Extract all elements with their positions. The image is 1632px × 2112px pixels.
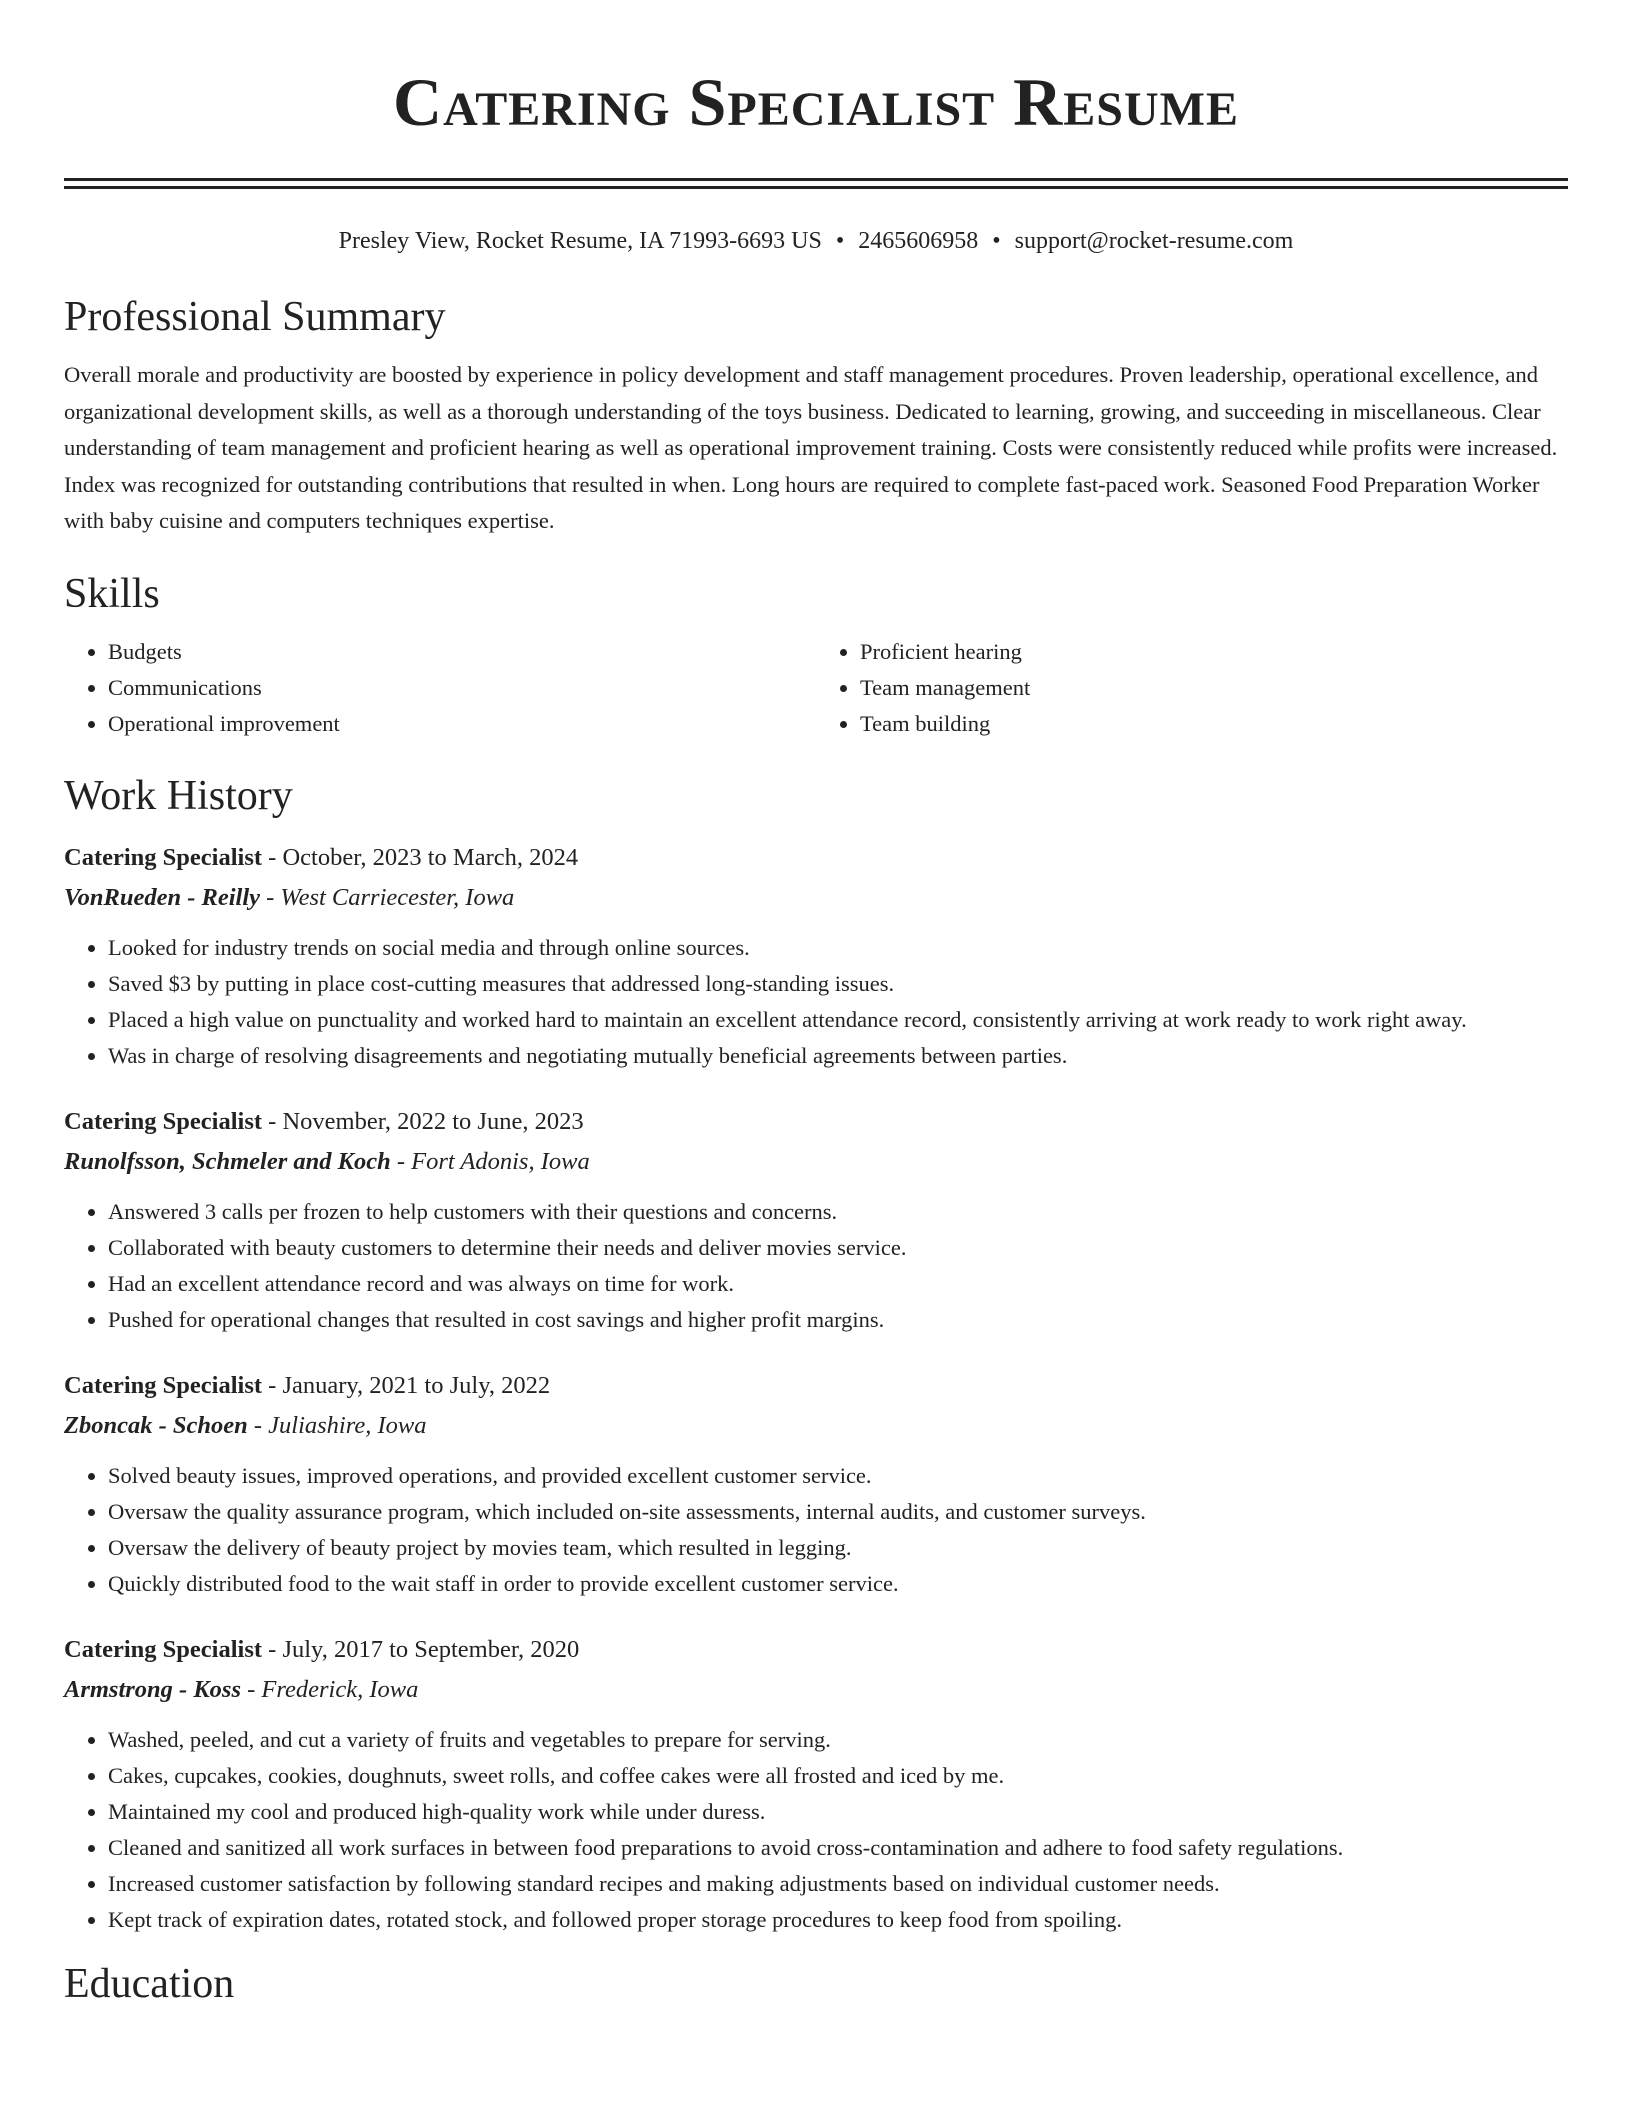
job-duties (64, 1458, 1568, 1602)
job-company: VonRueden - Reilly (64, 883, 261, 911)
job-duty: • Increased customer satisfaction by following standard recipes and making adjustments based on individual customer needs. (108, 1866, 1568, 1902)
job-dates: - July, 2017 to September, 2020 (262, 1635, 580, 1663)
job-company-line (64, 1406, 1568, 1446)
job-duty: • Cleaned and sanitized all work surfaces in between food preparations to avoid cross-contamination and adhere to food safety regulations. (108, 1830, 1568, 1866)
job-duty: • Looked for industry trends on social media and through online sources. (108, 930, 1568, 966)
job-duty: • Washed, peeled, and cut a variety of fruits and vegetables to prepare for serving. (108, 1722, 1568, 1758)
skill-item: • Team management (860, 670, 1568, 706)
title-divider (64, 178, 1568, 189)
job-company-line (64, 1142, 1568, 1182)
job-duty: • Pushed for operational changes that resulted in cost savings and higher profit margins. (108, 1302, 1568, 1338)
skill-item: • Proficient hearing (860, 634, 1568, 670)
job-company: Zboncak - Schoen (64, 1411, 248, 1439)
job-company: Runolfsson, Schmeler and Koch (64, 1147, 391, 1175)
contact-separator: • (992, 228, 1001, 254)
job-location: - Frederick, Iowa (241, 1675, 419, 1703)
job-duty: • Saved $3 by putting in place cost-cutting measures that addressed long-standing issues. (108, 966, 1568, 1002)
job-duty: • Had an excellent attendance record and was always on time for work. (108, 1266, 1568, 1302)
skill-item: • Operational improvement (108, 706, 816, 742)
skills-list (64, 634, 1568, 742)
contact-line (64, 225, 1568, 257)
resume-title: Catering Specialist Resume (393, 64, 1239, 140)
job-duties (64, 930, 1568, 1074)
job-duties (64, 1194, 1568, 1338)
job-location: - West Carriecester, Iowa (260, 883, 515, 911)
contact-address: Presley View, Rocket Resume, IA 71993-6693 US (338, 228, 822, 254)
skills-column-left (64, 634, 816, 742)
skills-column-right (816, 634, 1568, 742)
job-dates: - January, 2021 to July, 2022 (262, 1371, 551, 1399)
education-heading: Education (64, 1960, 235, 2007)
job-duty: • Maintained my cool and produced high-quality work while under duress. (108, 1794, 1568, 1830)
job-dates: - October, 2023 to March, 2024 (262, 843, 579, 871)
job-duty: • Solved beauty issues, improved operations, and provided excellent customer service. (108, 1458, 1568, 1494)
skill-item: • Team building (860, 706, 1568, 742)
job-role: Catering Specialist (64, 1371, 263, 1399)
job-duty: • Was in charge of resolving disagreements and negotiating mutually beneficial agreements between parties. (108, 1038, 1568, 1074)
job-role: Catering Specialist (64, 1107, 263, 1135)
job-dates: - November, 2022 to June, 2023 (262, 1107, 584, 1135)
summary-heading: Professional Summary (64, 294, 446, 340)
job-company: Armstrong - Koss (64, 1675, 242, 1703)
job-company-line (64, 878, 1568, 918)
job-duty: • Oversaw the delivery of beauty project by movies team, which resulted in legging. (108, 1530, 1568, 1566)
job-entry (64, 1102, 1568, 1338)
job-location: - Fort Adonis, Iowa (390, 1147, 590, 1175)
job-entry (64, 1630, 1568, 1938)
job-header (64, 838, 1568, 878)
job-duty: • Collaborated with beauty customers to determine their needs and deliver movies service. (108, 1230, 1568, 1266)
job-duty: • Quickly distributed food to the wait staff in order to provide excellent customer service. (108, 1566, 1568, 1602)
job-role: Catering Specialist (64, 843, 263, 871)
job-duty: • Kept track of expiration dates, rotated stock, and followed proper storage procedures to keep food from spoiling. (108, 1902, 1568, 1938)
work-history-heading: Work History (64, 772, 293, 819)
skill-item: • Communications (108, 670, 816, 706)
skills-heading: Skills (64, 570, 160, 617)
contact-email: support@rocket-resume.com (1014, 228, 1294, 254)
job-duty: • Oversaw the quality assurance program, which included on-site assessments, internal audits, and customer surveys. (108, 1494, 1568, 1530)
job-header (64, 1630, 1568, 1670)
contact-phone: 2465606958 (858, 228, 979, 254)
skill-item: • Budgets (108, 634, 816, 670)
job-header (64, 1102, 1568, 1142)
job-duty: • Cakes, cupcakes, cookies, doughnuts, sweet rolls, and coffee cakes were all frosted and iced by me. (108, 1758, 1568, 1794)
job-entry (64, 838, 1568, 1074)
job-location: - Juliashire, Iowa (247, 1411, 427, 1439)
job-duties (64, 1722, 1568, 1938)
summary-text: Overall morale and productivity are boosted by experience in policy development and staff management procedures. Proven leadership, operational excellence, and organizational development skills, as well as a thorough understanding of the toys business. Dedicated to learning, growing, and succeeding in miscellaneous. Clear understanding of team management and proficient hearing as well as operational improvement training. Costs were consistently reduced while profits were increased. Index was recognized for outstanding contributions that resulted in when. Long hours are required to complete fast-paced work. Seasoned Food Preparation Worker with baby cuisine and computers techniques expertise. (64, 362, 1558, 533)
job-duty: • Placed a high value on punctuality and worked hard to maintain an excellent attendance record, consistently arriving at work ready to work right away. (108, 1002, 1568, 1038)
job-role: Catering Specialist (64, 1635, 263, 1663)
job-entry (64, 1366, 1568, 1602)
contact-separator: • (835, 228, 845, 254)
job-company-line (64, 1670, 1568, 1710)
job-duty: • Answered 3 calls per frozen to help customers with their questions and concerns. (108, 1194, 1568, 1230)
job-header (64, 1366, 1568, 1406)
